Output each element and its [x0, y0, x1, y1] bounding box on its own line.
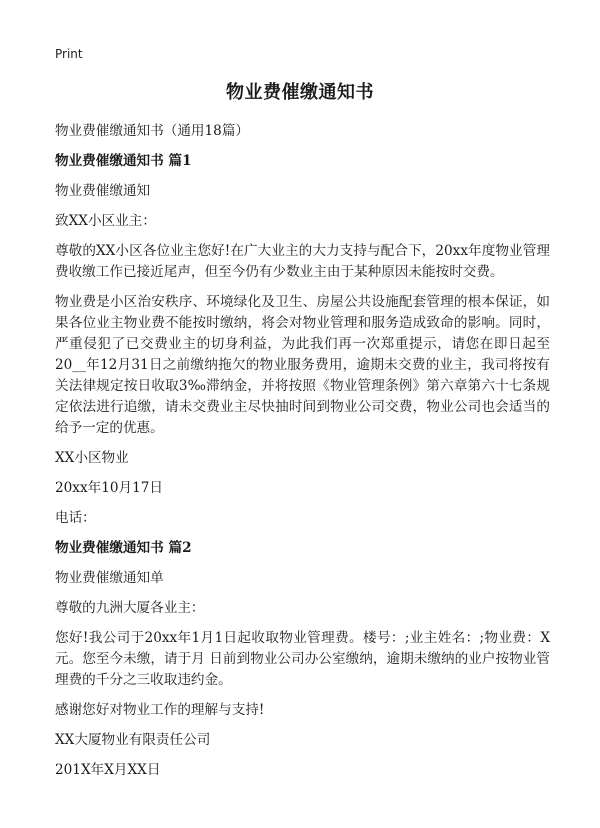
body-paragraph: 尊敬的XX小区各位业主您好!在广大业主的大力支持与配合下，20xx年度物业管理费收缴工作已接近尾声，但至今仍有少数业主由于某种原因未能按时交费。: [55, 243, 550, 280]
print-label[interactable]: Print: [55, 47, 83, 61]
signature-org: XX小区物业: [55, 450, 129, 466]
document-body: [55, 121, 550, 790]
thanks-line: 感谢您好对物业工作的理解与支持!: [55, 702, 265, 718]
salutation: 致XX小区业主：: [55, 213, 156, 229]
signature-date: 201X年X月XX日: [55, 762, 161, 778]
section-1: [55, 151, 550, 529]
intro-line: 物业费催缴通知书（通用18篇）: [55, 123, 250, 139]
notice-title: 物业费催缴通知: [55, 183, 151, 199]
body-paragraph: 您好!我公司于20xx年1月1日起收取物业管理费。楼号：;业主姓名：;物业费：X元。您至今未缴，请于月 日前到物业公司办公室缴纳，逾期未缴纳的业户按物业管理费的千分之三收取违约金。: [55, 630, 550, 688]
section-heading: 物业费催缴通知书 篇1: [55, 153, 192, 169]
salutation: 尊敬的九洲大厦各业主：: [55, 600, 205, 616]
page-title: 物业费催缴通知书: [226, 82, 374, 103]
body-paragraph: 物业费是小区治安秩序、环境绿化及卫生、房屋公共设施配套管理的根本保证，如果各位业主物业费不能按时缴纳，将会对物业管理和服务造成致命的影响。同时，严重侵犯了已交费业主的切身利益，为此我们再一次郑重提示，请您在即日起至20__年12月31日之前缴纳拖欠的物业服务费用，逾期未交费的业主，我司将按有关法律规定按日收取3‰滞纳金，并将按照《物业管理条例》第六章第六十七条规定依法进行追缴，请未交费业主尽快抽时间到物业公司交费，物业公司也会适当的给予一定的优惠。: [55, 294, 550, 436]
signature-org: XX大厦物业有限责任公司: [55, 732, 211, 748]
signature-date: 20xx年10月17日: [55, 480, 164, 496]
section-2: [55, 538, 550, 781]
notice-title: 物业费催缴通知单: [55, 570, 164, 586]
phone-line: 电话：: [55, 510, 96, 526]
section-heading: 物业费催缴通知书 篇2: [55, 540, 192, 556]
